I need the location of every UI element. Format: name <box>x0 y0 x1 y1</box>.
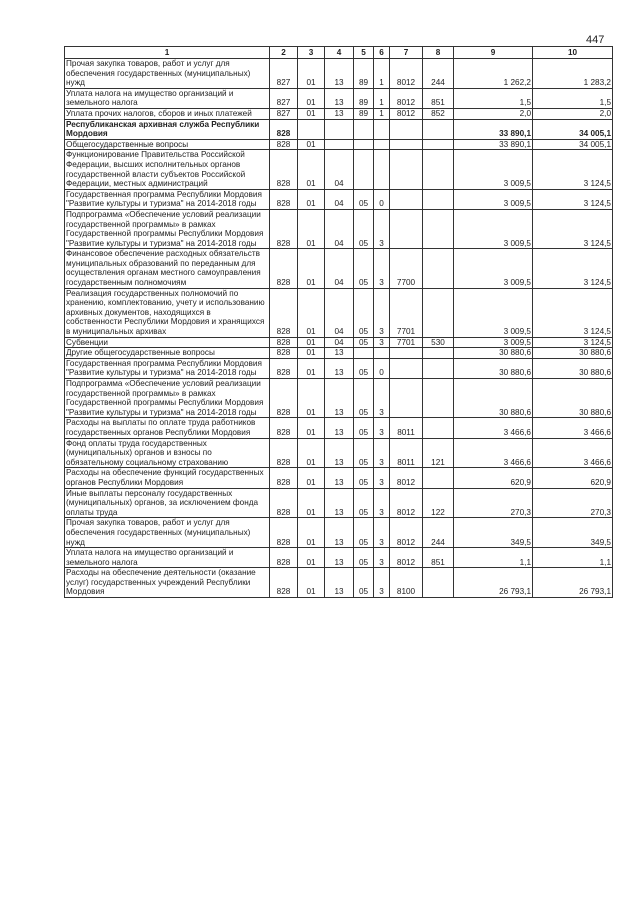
table-row <box>65 348 613 359</box>
row-value-cell: 1 <box>374 108 390 119</box>
row-value-cell: 3 <box>374 488 390 518</box>
row-value-cell: 30 880,6 <box>454 379 533 418</box>
row-value-cell: 8011 <box>390 438 423 468</box>
row-value-cell: 3 <box>374 518 390 548</box>
row-name-cell: Прочая закупка товаров, работ и услуг для обеспечения государственных (муниципальных) нужд <box>65 518 270 548</box>
row-name-cell: Расходы на обеспечение деятельности (оказание услуг) государственных учреждений Республики Мордовия <box>65 568 270 598</box>
row-value-cell: 01 <box>298 88 325 108</box>
row-value-cell: 01 <box>298 438 325 468</box>
table-row <box>65 418 613 438</box>
header-cell: 4 <box>325 47 354 59</box>
table-row <box>65 150 613 189</box>
row-value-cell <box>423 288 454 337</box>
row-value-cell: 828 <box>270 348 298 359</box>
row-value-cell: 8012 <box>390 548 423 568</box>
row-value-cell: 05 <box>354 358 374 378</box>
row-value-cell: 1 <box>374 88 390 108</box>
row-value-cell <box>374 348 390 359</box>
row-value-cell <box>423 358 454 378</box>
row-value-cell: 8011 <box>390 418 423 438</box>
row-value-cell: 828 <box>270 288 298 337</box>
header-cell: 2 <box>270 47 298 59</box>
table-row <box>65 59 613 89</box>
row-value-cell: 349,5 <box>533 518 613 548</box>
row-value-cell: 89 <box>354 59 374 89</box>
row-value-cell: 8012 <box>390 488 423 518</box>
row-value-cell: 13 <box>325 108 354 119</box>
row-value-cell: 05 <box>354 568 374 598</box>
row-value-cell: 851 <box>423 548 454 568</box>
row-value-cell <box>390 150 423 189</box>
header-cell: 6 <box>374 47 390 59</box>
row-value-cell: 3 <box>374 288 390 337</box>
table-row <box>65 288 613 337</box>
row-value-cell: 828 <box>270 209 298 248</box>
row-value-cell: 828 <box>270 249 298 288</box>
row-value-cell <box>390 189 423 209</box>
row-value-cell <box>423 468 454 488</box>
header-cell: 9 <box>454 47 533 59</box>
row-value-cell <box>298 119 325 139</box>
row-name-cell: Финансовое обеспечение расходных обязательств муниципальных образований по переданным для осуществления органам местного самоуправления государственным полномочиям <box>65 249 270 288</box>
row-value-cell: 13 <box>325 418 354 438</box>
row-value-cell <box>423 139 454 150</box>
row-value-cell: 1 <box>374 59 390 89</box>
row-value-cell: 13 <box>325 518 354 548</box>
header-cell: 1 <box>65 47 270 59</box>
row-value-cell: 530 <box>423 337 454 348</box>
row-value-cell: 05 <box>354 468 374 488</box>
row-name-cell: Уплата налога на имущество организаций и земельного налога <box>65 88 270 108</box>
row-value-cell: 8012 <box>390 59 423 89</box>
header-row <box>65 47 613 59</box>
row-value-cell: 0 <box>374 189 390 209</box>
row-value-cell <box>390 119 423 139</box>
row-value-cell <box>423 249 454 288</box>
row-value-cell: 13 <box>325 488 354 518</box>
row-value-cell <box>423 568 454 598</box>
row-value-cell: 13 <box>325 348 354 359</box>
row-value-cell: 3 124,5 <box>533 288 613 337</box>
row-value-cell: 1,1 <box>533 548 613 568</box>
row-value-cell: 13 <box>325 568 354 598</box>
row-value-cell: 05 <box>354 418 374 438</box>
row-value-cell: 01 <box>298 59 325 89</box>
row-value-cell: 3 009,5 <box>454 249 533 288</box>
row-name-cell: Уплата прочих налогов, сборов и иных платежей <box>65 108 270 119</box>
row-value-cell: 05 <box>354 209 374 248</box>
row-value-cell: 01 <box>298 358 325 378</box>
row-name-cell: Другие общегосударственные вопросы <box>65 348 270 359</box>
row-value-cell: 05 <box>354 249 374 288</box>
row-value-cell: 3 466,6 <box>533 438 613 468</box>
row-value-cell: 01 <box>298 379 325 418</box>
row-value-cell: 827 <box>270 59 298 89</box>
row-value-cell: 828 <box>270 150 298 189</box>
row-value-cell: 05 <box>354 518 374 548</box>
row-value-cell: 828 <box>270 518 298 548</box>
page-number: 447 <box>586 34 605 46</box>
row-value-cell: 3 009,5 <box>454 209 533 248</box>
row-value-cell: 01 <box>298 288 325 337</box>
row-value-cell: 244 <box>423 59 454 89</box>
row-value-cell: 01 <box>298 518 325 548</box>
row-value-cell: 30 880,6 <box>533 358 613 378</box>
row-value-cell: 244 <box>423 518 454 548</box>
row-value-cell: 04 <box>325 150 354 189</box>
table-row <box>65 488 613 518</box>
row-value-cell <box>325 119 354 139</box>
row-value-cell: 13 <box>325 59 354 89</box>
row-value-cell <box>374 119 390 139</box>
row-value-cell: 01 <box>298 568 325 598</box>
row-value-cell: 05 <box>354 379 374 418</box>
row-value-cell: 04 <box>325 288 354 337</box>
row-value-cell: 3 124,5 <box>533 249 613 288</box>
row-value-cell: 33 890,1 <box>454 139 533 150</box>
row-value-cell: 1 262,2 <box>454 59 533 89</box>
row-value-cell: 620,9 <box>533 468 613 488</box>
row-value-cell: 828 <box>270 119 298 139</box>
row-value-cell: 828 <box>270 379 298 418</box>
row-value-cell: 3 466,6 <box>454 438 533 468</box>
row-value-cell: 30 880,6 <box>533 348 613 359</box>
row-name-cell: Подпрограмма «Обеспечение условий реализации государственной программы» в рамках Государственной программы Республики Мордовия "Развитие культуры и туризма" на 2014-2018 годы <box>65 209 270 248</box>
row-value-cell <box>423 150 454 189</box>
row-value-cell: 3 009,5 <box>454 189 533 209</box>
row-value-cell: 34 005,1 <box>533 139 613 150</box>
row-value-cell: 3 124,5 <box>533 209 613 248</box>
row-value-cell: 827 <box>270 88 298 108</box>
row-value-cell: 05 <box>354 288 374 337</box>
row-value-cell: 04 <box>325 209 354 248</box>
row-value-cell: 3 <box>374 568 390 598</box>
row-value-cell <box>390 358 423 378</box>
row-name-cell: Государственная программа Республики Мордовия "Развитие культуры и туризма" на 2014-2018 годы <box>65 189 270 209</box>
row-value-cell: 3 <box>374 418 390 438</box>
row-value-cell: 01 <box>298 418 325 438</box>
row-value-cell <box>354 150 374 189</box>
row-value-cell: 8012 <box>390 88 423 108</box>
row-value-cell: 13 <box>325 358 354 378</box>
row-name-cell: Иные выплаты персоналу государственных (муниципальных) органов, за исключением фонда оплаты труда <box>65 488 270 518</box>
table-row <box>65 548 613 568</box>
row-value-cell: 3 <box>374 548 390 568</box>
row-value-cell: 13 <box>325 438 354 468</box>
row-value-cell: 01 <box>298 488 325 518</box>
row-value-cell: 3 <box>374 438 390 468</box>
row-value-cell: 7701 <box>390 337 423 348</box>
table-row <box>65 119 613 139</box>
row-value-cell: 3 <box>374 379 390 418</box>
row-value-cell: 30 880,6 <box>454 348 533 359</box>
row-value-cell: 89 <box>354 108 374 119</box>
row-value-cell: 01 <box>298 150 325 189</box>
row-value-cell: 2,0 <box>454 108 533 119</box>
row-value-cell: 3 009,5 <box>454 337 533 348</box>
row-value-cell: 827 <box>270 108 298 119</box>
row-value-cell: 828 <box>270 139 298 150</box>
row-value-cell: 270,3 <box>454 488 533 518</box>
row-value-cell: 3 <box>374 249 390 288</box>
row-value-cell: 3 124,5 <box>533 337 613 348</box>
row-name-cell: Общегосударственные вопросы <box>65 139 270 150</box>
row-value-cell: 828 <box>270 568 298 598</box>
row-name-cell: Субвенции <box>65 337 270 348</box>
row-value-cell: 30 880,6 <box>533 379 613 418</box>
header-cell: 7 <box>390 47 423 59</box>
row-value-cell: 828 <box>270 438 298 468</box>
row-value-cell: 30 880,6 <box>454 358 533 378</box>
row-value-cell: 3 009,5 <box>454 150 533 189</box>
row-name-cell: Реализация государственных полномочий по хранению, комплектованию, учету и использованию архивных документов, находящихся в собственности Республики Мордовия и хранящихся в муниципальных архивах <box>65 288 270 337</box>
table-row <box>65 438 613 468</box>
row-value-cell <box>423 379 454 418</box>
table-row <box>65 358 613 378</box>
row-value-cell: 89 <box>354 88 374 108</box>
row-name-cell: Республиканская архивная служба Республики Мордовия <box>65 119 270 139</box>
header-cell: 10 <box>533 47 613 59</box>
row-value-cell: 01 <box>298 189 325 209</box>
header-cell: 8 <box>423 47 454 59</box>
row-value-cell: 3 <box>374 209 390 248</box>
row-value-cell: 01 <box>298 139 325 150</box>
row-value-cell: 13 <box>325 548 354 568</box>
row-value-cell: 13 <box>325 88 354 108</box>
row-value-cell: 01 <box>298 548 325 568</box>
row-value-cell: 34 005,1 <box>533 119 613 139</box>
row-name-cell: Уплата налога на имущество организаций и земельного налога <box>65 548 270 568</box>
row-name-cell: Функционирование Правительства Российской Федерации, высших исполнительных органов государственной власти субъектов Российской Федерации, местных администраций <box>65 150 270 189</box>
row-name-cell: Расходы на обеспечение функций государственных органов Республики Мордовия <box>65 468 270 488</box>
table-row <box>65 568 613 598</box>
row-value-cell: 121 <box>423 438 454 468</box>
row-value-cell: 33 890,1 <box>454 119 533 139</box>
row-value-cell <box>390 379 423 418</box>
row-value-cell: 3 466,6 <box>533 418 613 438</box>
row-value-cell <box>354 348 374 359</box>
row-value-cell <box>390 209 423 248</box>
row-value-cell <box>374 150 390 189</box>
row-value-cell: 05 <box>354 438 374 468</box>
row-value-cell: 01 <box>298 348 325 359</box>
row-value-cell: 13 <box>325 379 354 418</box>
row-value-cell <box>423 348 454 359</box>
row-value-cell <box>390 139 423 150</box>
row-value-cell: 01 <box>298 249 325 288</box>
row-value-cell: 1,1 <box>454 548 533 568</box>
row-value-cell: 3 466,6 <box>454 418 533 438</box>
row-value-cell: 8012 <box>390 108 423 119</box>
row-value-cell: 828 <box>270 548 298 568</box>
row-value-cell: 26 793,1 <box>454 568 533 598</box>
row-value-cell: 3 009,5 <box>454 288 533 337</box>
row-value-cell <box>423 119 454 139</box>
table-row <box>65 209 613 248</box>
row-value-cell: 828 <box>270 468 298 488</box>
row-name-cell: Подпрограмма «Обеспечение условий реализации государственной программы» в рамках Государственной программы Республики Мордовия "Развитие культуры и туризма" на 2014-2018 годы <box>65 379 270 418</box>
row-value-cell <box>325 139 354 150</box>
row-value-cell: 828 <box>270 337 298 348</box>
row-value-cell: 7701 <box>390 288 423 337</box>
row-value-cell: 1 283,2 <box>533 59 613 89</box>
row-value-cell: 8012 <box>390 518 423 548</box>
row-value-cell: 05 <box>354 337 374 348</box>
header-cell: 3 <box>298 47 325 59</box>
table-row <box>65 189 613 209</box>
row-value-cell <box>390 348 423 359</box>
row-value-cell: 828 <box>270 189 298 209</box>
table-row <box>65 379 613 418</box>
row-value-cell: 1,5 <box>533 88 613 108</box>
table-row <box>65 337 613 348</box>
row-value-cell: 8100 <box>390 568 423 598</box>
row-value-cell: 01 <box>298 209 325 248</box>
row-value-cell: 04 <box>325 189 354 209</box>
row-value-cell: 05 <box>354 189 374 209</box>
row-value-cell <box>354 139 374 150</box>
row-value-cell: 349,5 <box>454 518 533 548</box>
header-cell: 5 <box>354 47 374 59</box>
table-row <box>65 249 613 288</box>
row-value-cell: 8012 <box>390 468 423 488</box>
row-value-cell: 04 <box>325 337 354 348</box>
row-value-cell: 828 <box>270 488 298 518</box>
row-value-cell: 04 <box>325 249 354 288</box>
table-row <box>65 88 613 108</box>
row-name-cell: Прочая закупка товаров, работ и услуг для обеспечения государственных (муниципальных) нужд <box>65 59 270 89</box>
row-value-cell: 01 <box>298 108 325 119</box>
row-value-cell: 620,9 <box>454 468 533 488</box>
budget-table <box>64 46 613 598</box>
row-value-cell: 3 124,5 <box>533 189 613 209</box>
row-value-cell: 3 124,5 <box>533 150 613 189</box>
row-value-cell: 26 793,1 <box>533 568 613 598</box>
row-value-cell: 13 <box>325 468 354 488</box>
row-value-cell: 122 <box>423 488 454 518</box>
table-row <box>65 108 613 119</box>
row-value-cell: 851 <box>423 88 454 108</box>
row-value-cell: 7700 <box>390 249 423 288</box>
row-value-cell: 828 <box>270 358 298 378</box>
table-row <box>65 468 613 488</box>
row-name-cell: Государственная программа Республики Мордовия "Развитие культуры и туризма" на 2014-2018 годы <box>65 358 270 378</box>
row-value-cell <box>423 189 454 209</box>
row-value-cell <box>374 139 390 150</box>
row-value-cell: 01 <box>298 337 325 348</box>
table-row <box>65 518 613 548</box>
row-value-cell: 828 <box>270 418 298 438</box>
row-name-cell: Фонд оплаты труда государственных (муниципальных) органов и взносы по обязательному социальному страхованию <box>65 438 270 468</box>
row-value-cell: 3 <box>374 337 390 348</box>
row-value-cell <box>423 418 454 438</box>
row-value-cell: 270,3 <box>533 488 613 518</box>
row-value-cell: 05 <box>354 488 374 518</box>
row-value-cell: 05 <box>354 548 374 568</box>
row-value-cell <box>354 119 374 139</box>
table-row <box>65 139 613 150</box>
row-value-cell: 1,5 <box>454 88 533 108</box>
row-value-cell: 0 <box>374 358 390 378</box>
row-value-cell: 3 <box>374 468 390 488</box>
row-value-cell <box>423 209 454 248</box>
row-value-cell: 852 <box>423 108 454 119</box>
row-value-cell: 2,0 <box>533 108 613 119</box>
row-name-cell: Расходы на выплаты по оплате труда работников государственных органов Республики Мордовия <box>65 418 270 438</box>
row-value-cell: 01 <box>298 468 325 488</box>
